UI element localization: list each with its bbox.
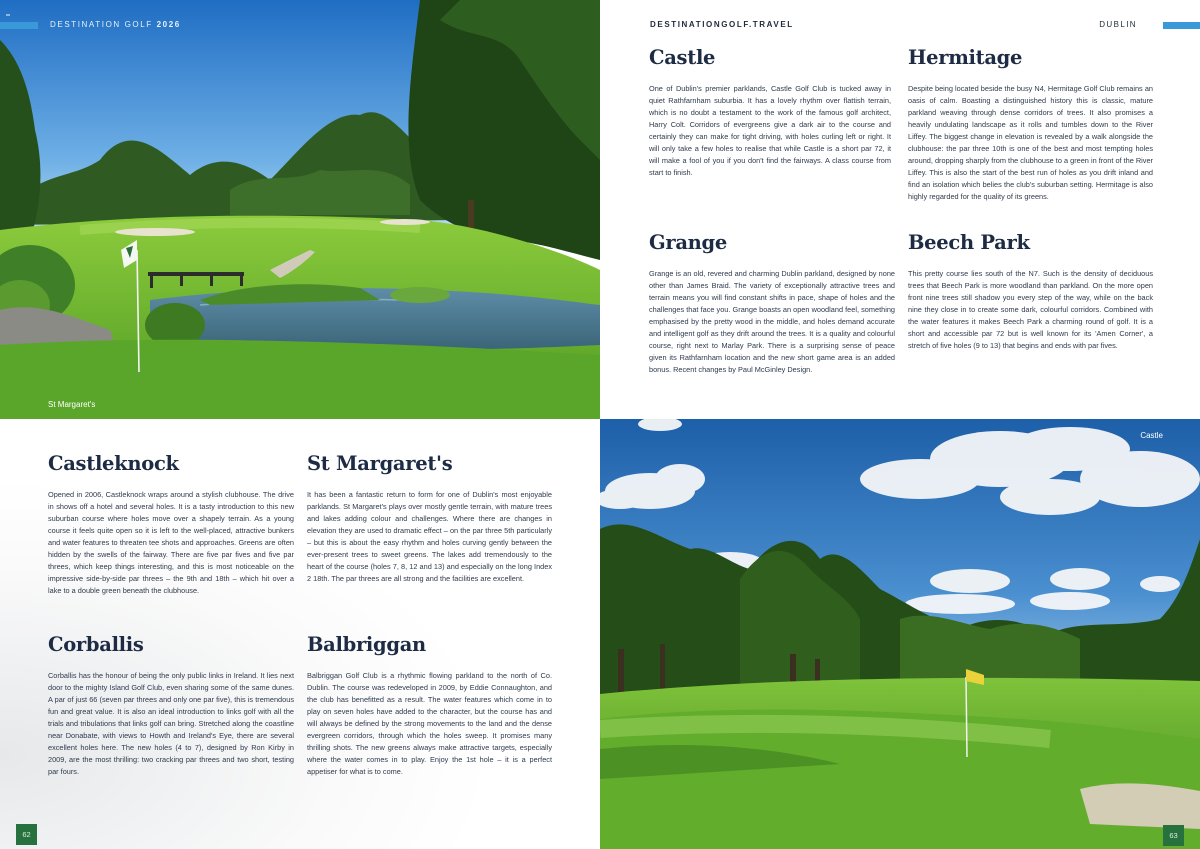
article-grange xyxy=(649,231,895,376)
article-body: It has been a fantastic return to form for one of Dublin's most enjoyable parklands. St Margaret's plays over mostly gentle terrain, with mature trees and lakes adding colour and challenges. Where there are changes in elevation they are used to dramatic effect – on the par three 5th particularly – but this is about the easy rhythm and holes curving gently between the ever-present trees to sweet greens. The lakes add tremendously to the heart of the course (holes 7, 8, 12 and 13) and especially on the long Index 2 18th. The par threes are all strong and the facilities are excellent. xyxy=(307,490,552,583)
text-panel-bottom-left xyxy=(0,419,600,849)
article-body: One of Dublin's premier parklands, Castle Golf Club is tucked away in quiet Rathfarnham suburbia. It has a lovely rhythm over flattish terrain, which is no doubt a testament to the work of the famous golf architect, Harry Colt. Corridors of evergreens give a dark air to the course and certainly they can make for tight driving, with holes curling left or right. It will only take a few holes to realise that while Castle is a short par 72, it will make a fool of you if you don't find the fairways. A class course from start to finish. xyxy=(649,84,891,177)
brand-header-left: DESTINATION GOLF 2026 xyxy=(50,20,181,29)
article-title: Hermitage xyxy=(908,46,1023,69)
text-panel-top-right xyxy=(600,0,1200,419)
article-body: Balbriggan Golf Club is a rhythmic flowing parkland to the north of Co. Dublin. The course was redeveloped in 2009, by Eddie Connaughton, and the club has benefitted as a result. The water features which come in to play on seven holes have added to the character, but the course has and will always be defined by the strong movements to the land and the dense evergreen corridors, through which the holes sweep. It promises many thrilling shots. The new greens always make attractive targets, especially where the water comes in to play. Enjoy the 1st hole – it is a perfect appetiser for what is to come. xyxy=(307,671,552,776)
article-hermitage xyxy=(908,46,1153,203)
article-title: Castle xyxy=(649,46,716,69)
article-title: Castleknock xyxy=(48,452,179,475)
article-st-margarets xyxy=(307,452,552,585)
article-balbriggan xyxy=(307,633,552,778)
article-title: Beech Park xyxy=(908,231,1030,254)
golf-course-lake-image xyxy=(0,0,600,419)
article-beech-park xyxy=(908,231,1153,352)
article-title: St Margaret's xyxy=(307,452,453,475)
page-number-right: 63 xyxy=(1163,825,1184,846)
photo-caption-st-margarets: St Margaret's xyxy=(48,400,96,409)
article-body: Corballis has the honour of being the only public links in Ireland. It lies next door to the mighty Island Golf Club, even sharing some of the same dunes. A par of just 66 (seven par threes and only one par five), this is tremendous fun and great value. It is also an ideal introduction to links golf with all the trials and tribulations that links golf can bring. Stretched along the coastline near Donabate, with views to Howth and Ireland's Eye, there are several excellent holes here. The new holes (4 to 7), designed by Ron Kirby in 2009, are the most thrilling: two cracking par threes and two short, testing par fours. xyxy=(48,671,294,776)
header-accent-bar-left xyxy=(0,22,38,29)
article-castle xyxy=(649,46,891,179)
corner-mark xyxy=(6,14,10,16)
article-title: Grange xyxy=(649,231,727,254)
photo-caption-castle: Castle xyxy=(1140,431,1163,440)
article-title: Corballis xyxy=(48,633,144,656)
article-castleknock xyxy=(48,452,294,597)
region-label: DUBLIN xyxy=(1099,20,1137,29)
article-body: Grange is an old, revered and charming Dublin parkland, designed by none other than James Braid. The variety of exceptionally attractive trees and terrain means you will find constant shifts in pace, shape of holes and the challenges that face you. Grange boasts an open woodland feel, something emphasised by the pretty wood in the middle, and holes demand accurate and intelligent golf as they drift around the trees. It is a quality and colourful course, right next to Marlay Park. There is a surprising sense of peace given its Rathfarnham location and the new short game area is an added bonus. Recent changes by Paul McGinley Design. xyxy=(649,269,895,374)
golf-course-green-image xyxy=(600,419,1200,849)
brand-header-right: DESTINATIONGOLF.TRAVEL xyxy=(650,20,794,29)
page-number-left: 62 xyxy=(16,824,37,845)
article-body: Opened in 2006, Castleknock wraps around a stylish clubhouse. The drive in shows off a hotel and several holes. It is a tasty introduction to this new suburban course where holes move over a shapely terrain. As a young course it feels quite open so it is left to the well-placed, attractive bunkers and water features to threaten tee shots and approaches. Greens are often hidden by the swells of the fairway. There are five par fives and five par threes, which keep things interesting, and this is most noticeable on the impressive side-by-side par threes – the 9th and 18th – which hit over a lake to a double green beneath the clubhouse. xyxy=(48,490,294,595)
article-body: This pretty course lies south of the N7. Such is the density of deciduous trees that Beech Park is more woodland than parkland. On the more open front nine trees still shadow you every step of the way, while on the back nine they close in to create some dark, colourful corridors. Combined with the water features it makes Beech Park a charming round of golf. It is a short and accessible par 72 but is well known for its 'Amen Corner', a stretch of five holes (9 to 13) that begins and ends with par fives. xyxy=(908,269,1153,350)
article-title: Balbriggan xyxy=(307,633,426,656)
photo-castle xyxy=(600,419,1200,849)
article-body: Despite being located beside the busy N4, Hermitage Golf Club remains an oasis of calm. Boasting a distinguished history this is classic, mature parkland weaving through dense corridors of trees. It also promises a heavily undulating landscape as it rolls and tumbles down to the River Liffey. The biggest change in elevation is revealed by a walk alongside the clubhouse: the par three 10th is one of the best and most tempting holes around, dropping sharply from the clubhouse to a green in front of the River Liffey. This is also the start of the best run of holes as you drift inland and find an isolation which belies the club's suburban setting. Hermitage is also highly regarded for the quality of its greens. xyxy=(908,84,1153,201)
header-accent-bar-right xyxy=(1163,22,1200,29)
photo-st-margarets xyxy=(0,0,600,419)
article-corballis xyxy=(48,633,294,778)
